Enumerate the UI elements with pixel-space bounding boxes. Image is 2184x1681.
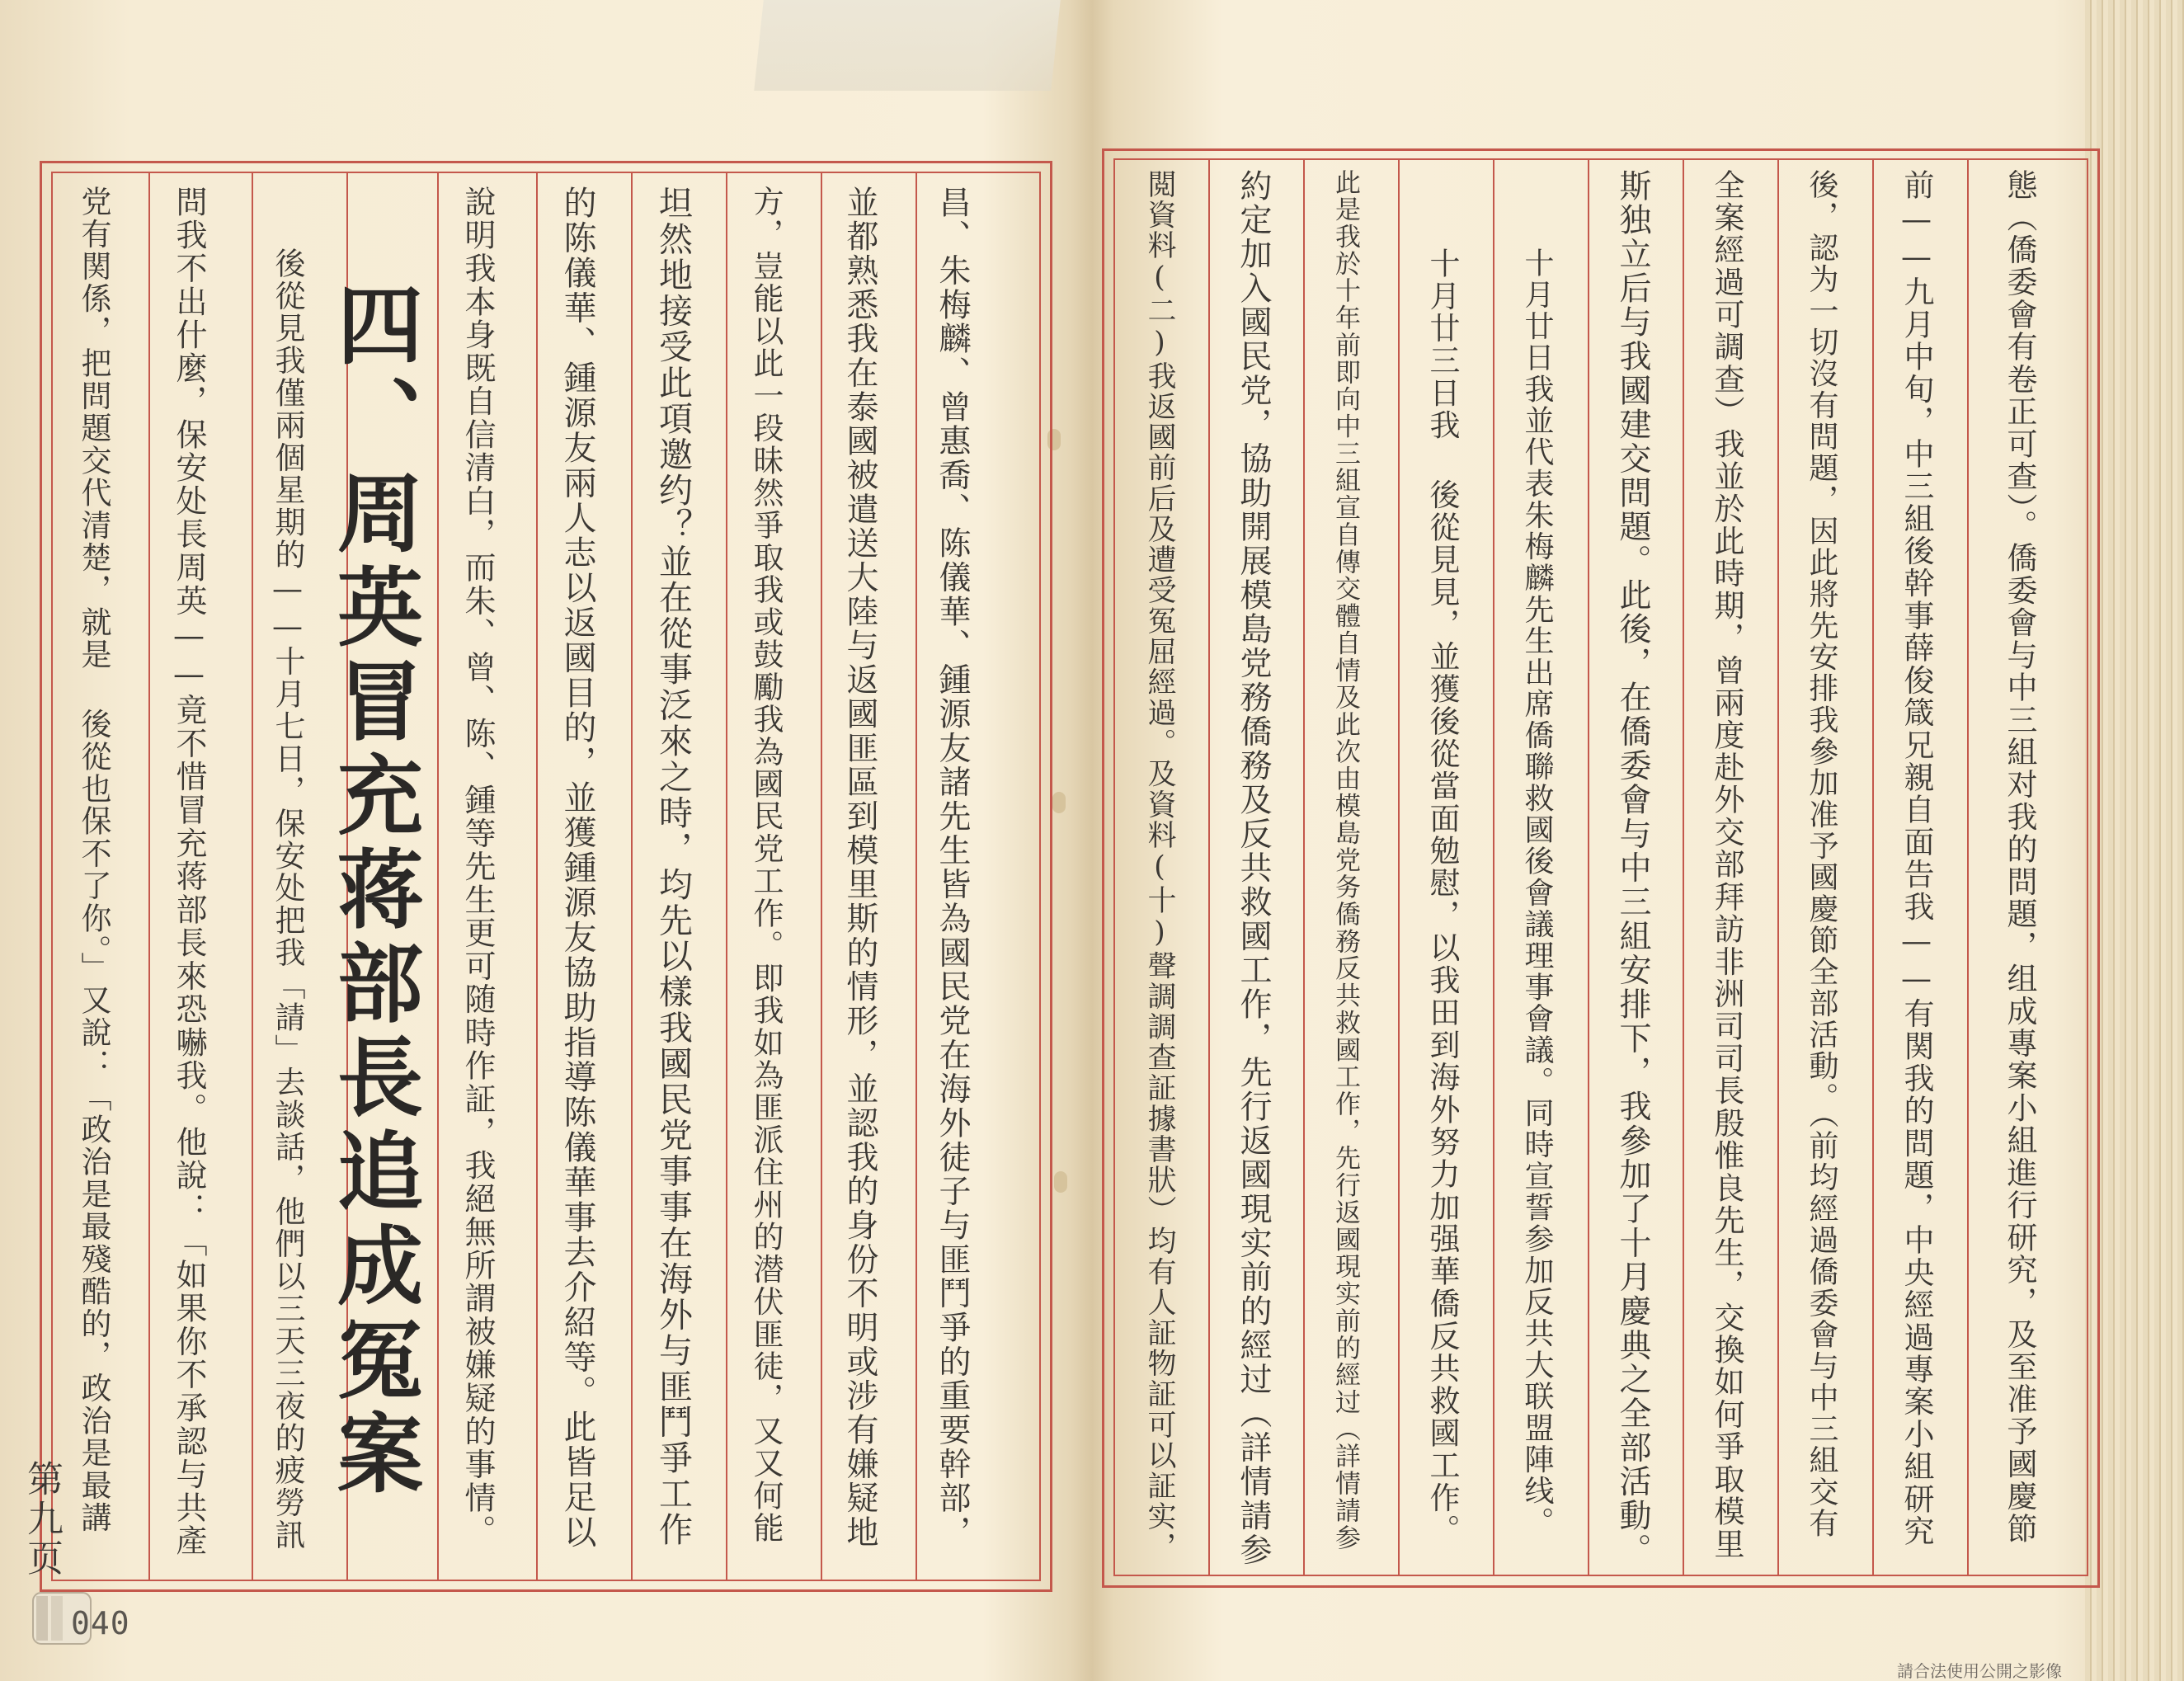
column-rule: [631, 172, 633, 1581]
column-rule: [252, 172, 253, 1581]
text-column: 全案經過可調查）我並於此時期，曾兩度赴外交部拜訪非洲司司長殷惟良先生，交換如何爭取模里: [1709, 169, 1744, 1561]
text-column: 十月廿日我並代表朱梅麟先生出席僑聯救國後會議理事會議。同時宣誓参加反共大联盟陣线。: [1520, 247, 1554, 1538]
text-column: 態（僑委會有卷正可查）。僑委會与中三組对我的問題，组成專案小組進行研究，及至准予國慶節: [2002, 169, 2037, 1545]
text-column: 方，豈能以此一段昧然爭取我或鼓勵我為國民党工作。即我如為匪派住州的潜伏匪徒，又又何能: [748, 186, 784, 1545]
binding-hole: [1052, 792, 1066, 813]
text-column: 坦然地接受此項邀约？並在從事泛來之時，均先以樣我國民党事事在海外与匪鬥爭工作: [653, 186, 693, 1548]
text-column: 問我不出什麼，保安处長周英——竟不惜冒充蒋部長來恐嚇我。他說：「如果你不承認与共產: [171, 186, 207, 1558]
text-column: 並都熟悉我在泰國被遣送大陸与返國匪區到模里斯的情形，並認我的身份不明或涉有嫌疑地: [841, 186, 878, 1550]
text-column: 昌、朱梅麟、曾惠喬、陈儀華、鍾源友諸先生皆為國民党在海外徒子与匪鬥爭的重要幹部，: [934, 186, 971, 1550]
column-rule: [536, 172, 538, 1581]
column-rule: [1588, 158, 1589, 1576]
text-column: 的陈儀華、鍾源友兩人志以返國目的，並獲鍾源友協助指導陈儀華事去介紹等。此皆足以: [558, 186, 596, 1550]
binding-tape: [754, 0, 1061, 91]
folio-label: 第九页: [21, 1460, 63, 1579]
column-rule: [1777, 158, 1779, 1576]
column-rule: [437, 172, 439, 1581]
page-number: 040: [71, 1605, 130, 1641]
column-rule: [1683, 158, 1684, 1576]
section-title: 四、周英冒充蒋部長追成冤案: [322, 280, 424, 1503]
column-rule: [148, 172, 150, 1581]
text-column: 後從見我僅兩個星期的——十月七日，保安处把我「請」去談話，他們以三天三夜的疲勞訊: [270, 247, 305, 1552]
text-column: 約定加入國民党，協助開展模島党務僑務及反共救國工作，先行返國現实前的經过（詳情請参: [1235, 169, 1272, 1567]
column-rule: [726, 172, 727, 1581]
text-column: 說明我本身既自信清白，而朱、曾、陈、鍾等先生更可随時作証，我絕無所謂被嫌疑的事情。: [459, 186, 496, 1548]
column-rule: [1398, 158, 1400, 1576]
column-rule: [1493, 158, 1494, 1576]
binding-hole: [1054, 1171, 1067, 1193]
column-rule: [1303, 158, 1305, 1576]
usage-watermark: 請合法使用公開之影像: [1897, 1661, 2062, 1681]
text-column: 斯独立后与我國建交問題。此後，在僑委會与中三組安排下，我參加了十月慶典之全部活動。: [1614, 169, 1651, 1567]
text-column: 党有関係，把問題交代清楚，就是 後從也保不了你。」又說：「政治是最殘酷的，政治是最講: [76, 186, 111, 1534]
text-column: 閲資料(二)我返國前后及遭受冤屈經過。及資料(十)聲調調查証據書狀）均有人証物証可以証实，: [1143, 169, 1176, 1563]
column-rule: [1208, 158, 1210, 1576]
text-column: 前——九月中旬，中三組後幹事薛俊箴兄親自面告我——有関我的問題，中央經過專案小組研究: [1899, 169, 1934, 1548]
text-column: 此是我於十年前即向中三組宣自傳交體自情及此次由模島党务僑務反共救國工作，先行返國現实前的經过（詳情請参: [1330, 169, 1360, 1552]
column-rule: [1872, 158, 1874, 1576]
column-rule: [821, 172, 822, 1581]
text-column: 後，認为一切沒有問題，因此將先安排我參加准予國慶節全部活動。（前均經過僑委會与中三組交有: [1805, 169, 1838, 1540]
column-rule: [1967, 158, 1969, 1576]
page-edges: [2085, 0, 2184, 1681]
column-rule: [915, 172, 917, 1581]
text-column: 十月廿三日我 後從見見，並獲後從當面勉慰，以我田到海外努力加强華僑反共救國工作。: [1424, 247, 1460, 1547]
